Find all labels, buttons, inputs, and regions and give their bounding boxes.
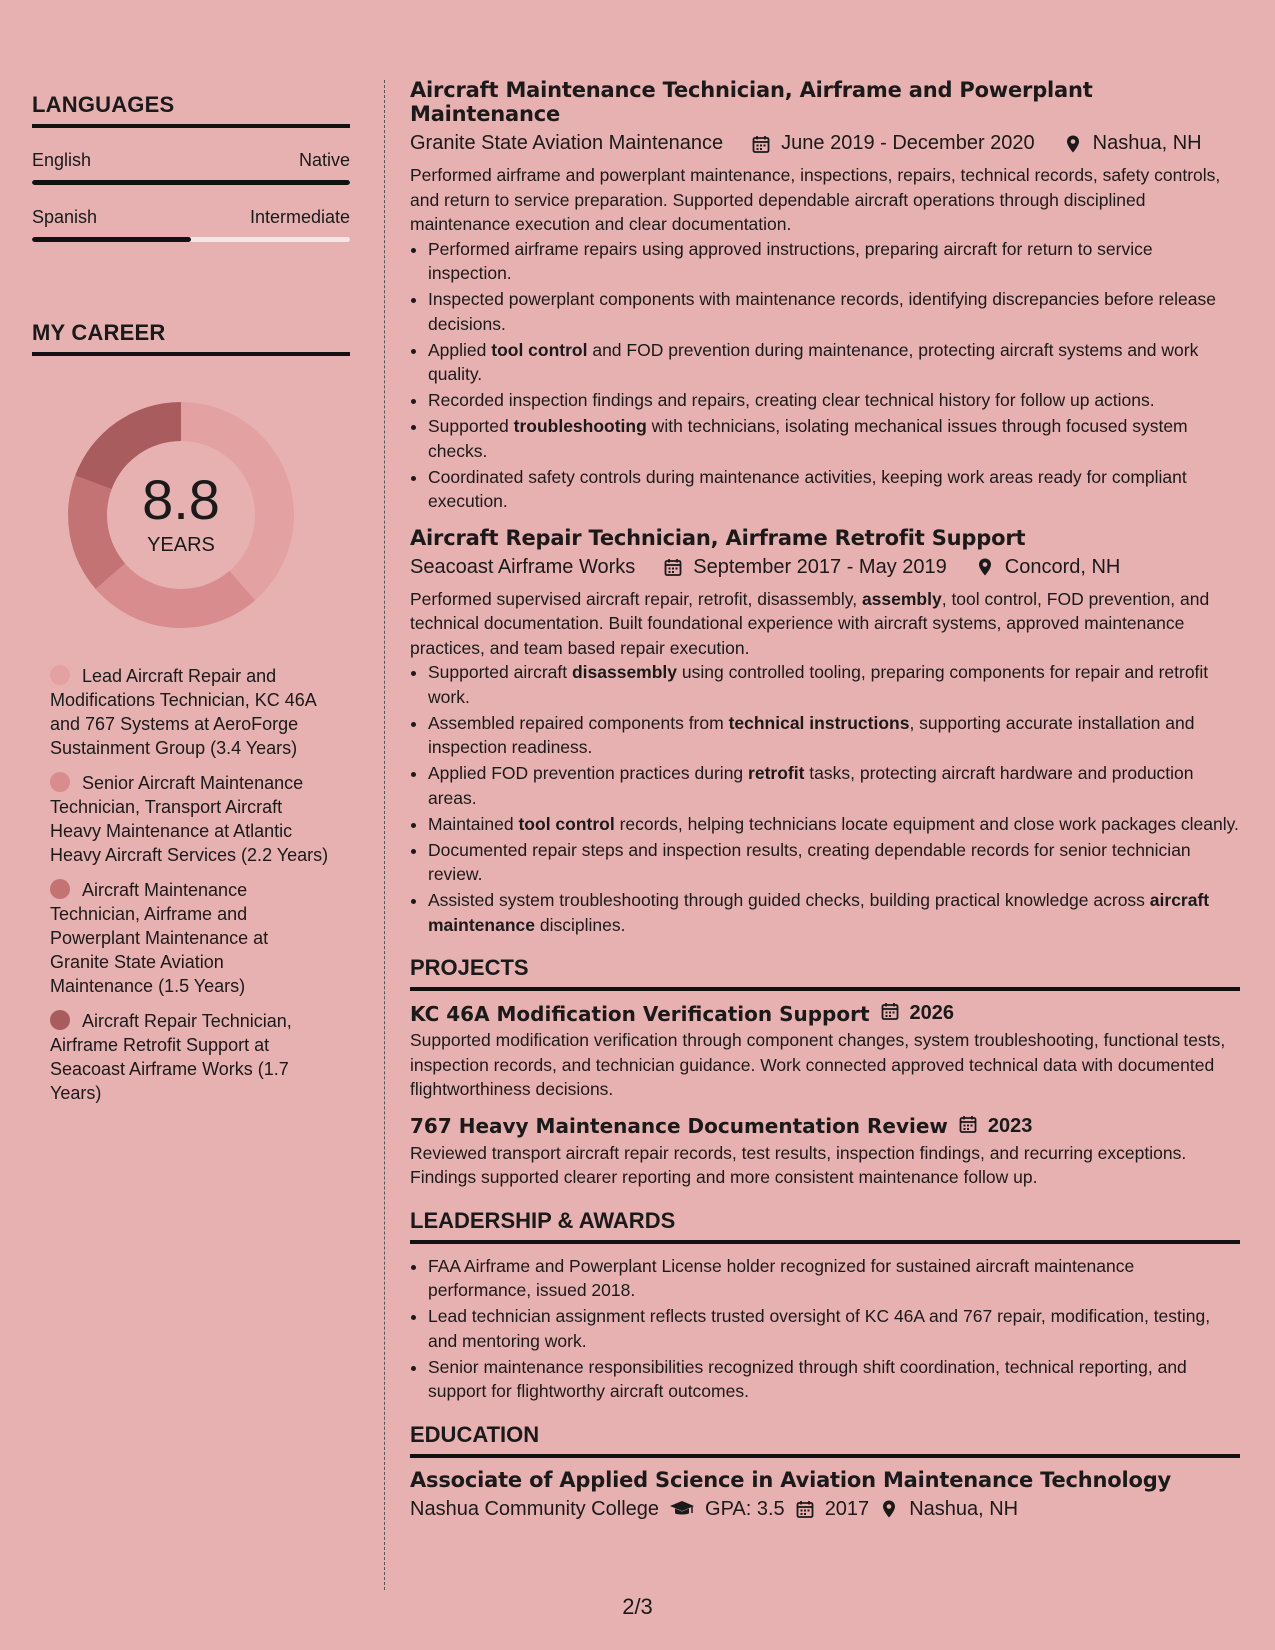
- job-bullet: • Documented repair steps and inspection results, creating dependable records for senior technician review.: [428, 838, 1240, 887]
- job-dates: September 2017 - May 2019: [693, 555, 947, 578]
- job-bullet: • Assembled repaired components from technical instructions, supporting accurate installation and inspection readiness.: [428, 711, 1240, 760]
- job-entry: [410, 78, 1240, 514]
- project-year: 2023: [987, 1114, 1033, 1137]
- job-bullet: • Applied tool control and FOD prevention during maintenance, protecting aircraft systems and work quality.: [428, 338, 1240, 387]
- legend-label: Aircraft Maintenance Technician, Airframe and Powerplant Maintenance at Granite State Aviation Maintenance (1.5 Years): [50, 880, 269, 996]
- project-entry: [410, 1001, 1240, 1102]
- education-gpa: GPA: 3.5: [705, 1497, 785, 1520]
- legend-label: Senior Aircraft Maintenance Technician, Transport Aircraft Heavy Maintenance at Atlantic Heavy Aircraft Services (2.2 Years): [50, 773, 329, 865]
- project-description: Reviewed transport aircraft repair records, test results, inspection findings, and recurring exceptions. Findings supported clearer reporting and more consistent maintenance follow up.: [410, 1142, 1187, 1187]
- page-number: 2/3: [622, 1594, 653, 1619]
- language-level: Native: [298, 150, 350, 170]
- project-entry: [410, 1114, 1240, 1190]
- job-bullet: • Applied FOD prevention practices during retrofit tasks, protecting aircraft hardware and production areas.: [428, 761, 1240, 810]
- job-entry: [410, 526, 1240, 938]
- legend-label: Lead Aircraft Repair and Modifications Technician, KC 46A and 767 Systems at AeroForge Sustainment Group (3.4 Years): [50, 666, 316, 758]
- job-bullet: • Maintained tool control records, helping technicians locate equipment and close work packages cleanly.: [428, 812, 1240, 837]
- leadership-item: • FAA Airframe and Powerplant License holder recognized for sustained aircraft maintenance performance, issued 2018.: [428, 1254, 1240, 1303]
- language-name: Spanish: [32, 207, 98, 227]
- legend-item: [50, 1009, 330, 1105]
- column-divider: [384, 80, 385, 1590]
- job-summary: Performed supervised aircraft repair, retrofit, disassembly, assembly, tool control, FOD prevention, and technical documentation. Built foundational experience with aircraft systems, approved maintenance practices, and team based repair execution.: [410, 588, 1210, 658]
- legend-dot: [50, 879, 70, 899]
- job-bullet: • Supported aircraft disassembly using controlled tooling, preparing components for repair and retrofit work.: [428, 660, 1240, 709]
- job-title: Aircraft Maintenance Technician, Airframe and Powerplant Maintenance: [410, 78, 1093, 126]
- education-year: 2017: [824, 1497, 870, 1520]
- project-year: 2026: [909, 1002, 955, 1024]
- calendar-icon: [958, 1114, 978, 1139]
- leadership-item: • Senior maintenance responsibilities recognized through shift coordination, technical reporting, and support for flightworthy aircraft outcomes.: [428, 1355, 1240, 1404]
- job-title: Aircraft Repair Technician, Airframe Retrofit Support: [410, 525, 1026, 550]
- calendar-icon: [663, 557, 683, 577]
- languages-title: LANGUAGES: [32, 92, 350, 128]
- leadership-item: • Lead technician assignment reflects trusted oversight of KC 46A and 767 repair, modification, testing, and mentoring work.: [428, 1304, 1240, 1353]
- calendar-icon: [880, 1001, 900, 1026]
- leadership-title: LEADERSHIP & AWARDS: [410, 1208, 1240, 1244]
- job-location: Concord, NH: [1004, 555, 1121, 578]
- job-meta: [410, 132, 1240, 155]
- language-name: English: [32, 150, 92, 170]
- map-pin-icon: [1063, 134, 1083, 154]
- sidebar: [32, 92, 350, 1116]
- legend-dot: [50, 665, 70, 685]
- job-bullet: • Supported troubleshooting with technicians, isolating mechanical issues through focused system checks.: [428, 414, 1240, 463]
- education-degree: Associate of Applied Science in Aviation Maintenance Technology: [410, 1467, 1172, 1492]
- project-description: Supported modification verification through component changes, system troubleshooting, functional tests, inspection records, and technician guidance. Work connected approved technical data with documented flightworthiness decisions.: [410, 1030, 1226, 1099]
- legend-item: [50, 664, 330, 760]
- career-total-years: 8.8: [142, 468, 220, 531]
- education-title: EDUCATION: [410, 1422, 1240, 1458]
- education-meta: [410, 1498, 1240, 1521]
- project-name: KC 46A Modification Verification Support: [410, 1001, 870, 1026]
- map-pin-icon: [975, 557, 995, 577]
- job-summary: Performed airframe and powerplant maintenance, inspections, repairs, technical records, safety controls, and return to service preparation. Supported dependable aircraft operations through disciplined maintenance execution and clear documentation.: [410, 165, 1221, 234]
- job-bullet: • Assisted system troubleshooting through guided checks, building practical knowledge across aircraft maintenance disciplines.: [428, 888, 1240, 937]
- career-total-unit: YEARS: [147, 534, 215, 556]
- language-proficiency-fill: [32, 180, 350, 185]
- job-meta: [410, 556, 1240, 579]
- education-section: [410, 1422, 1240, 1521]
- projects-title: PROJECTS: [410, 955, 1240, 991]
- calendar-icon: [795, 1499, 815, 1519]
- project-name: 767 Heavy Maintenance Documentation Review: [410, 1114, 948, 1138]
- language-proficiency-fill: [32, 237, 191, 242]
- legend-dot: [50, 1010, 70, 1030]
- career-title: MY CAREER: [32, 320, 350, 356]
- job-bullet: • Recorded inspection findings and repairs, creating clear technical history for follow up actions.: [428, 388, 1240, 413]
- language-proficiency-bar: [32, 237, 350, 242]
- career-donut-chart: [66, 400, 296, 630]
- leadership-list: [410, 1254, 1240, 1404]
- language-level: Intermediate: [249, 207, 350, 227]
- language-proficiency-bar: [32, 180, 350, 185]
- language-item: [32, 207, 350, 242]
- job-bullet: • Performed airframe repairs using approved instructions, preparing aircraft for return to service inspection.: [428, 237, 1240, 286]
- legend-dot: [50, 772, 70, 792]
- career-legend: [50, 664, 330, 1105]
- language-item: [32, 150, 350, 185]
- main-content: [410, 78, 1240, 1529]
- education-location: Nashua, NH: [909, 1497, 1019, 1520]
- calendar-icon: [751, 134, 771, 154]
- leadership-section: [410, 1208, 1240, 1404]
- job-company: Seacoast Airframe Works: [410, 555, 636, 578]
- job-location: Nashua, NH: [1092, 132, 1202, 154]
- job-bullet: • Inspected powerplant components with maintenance records, identifying discrepancies before release decisions.: [428, 287, 1240, 336]
- job-dates: June 2019 - December 2020: [781, 132, 1035, 154]
- legend-item: [50, 771, 330, 867]
- legend-label: Aircraft Repair Technician, Airframe Retrofit Support at Seacoast Airframe Works (1.7 Years): [50, 1011, 292, 1103]
- projects-section: [410, 955, 1240, 1190]
- job-company: Granite State Aviation Maintenance: [410, 132, 724, 154]
- job-bullets: [410, 237, 1240, 514]
- job-bullets: [410, 660, 1240, 937]
- legend-item: [50, 878, 330, 998]
- map-pin-icon: [879, 1499, 899, 1519]
- graduation-cap-icon: [669, 1499, 695, 1519]
- education-school: Nashua Community College: [410, 1497, 660, 1520]
- job-bullet: • Coordinated safety controls during maintenance activities, keeping work areas ready for compliant execution.: [428, 465, 1240, 514]
